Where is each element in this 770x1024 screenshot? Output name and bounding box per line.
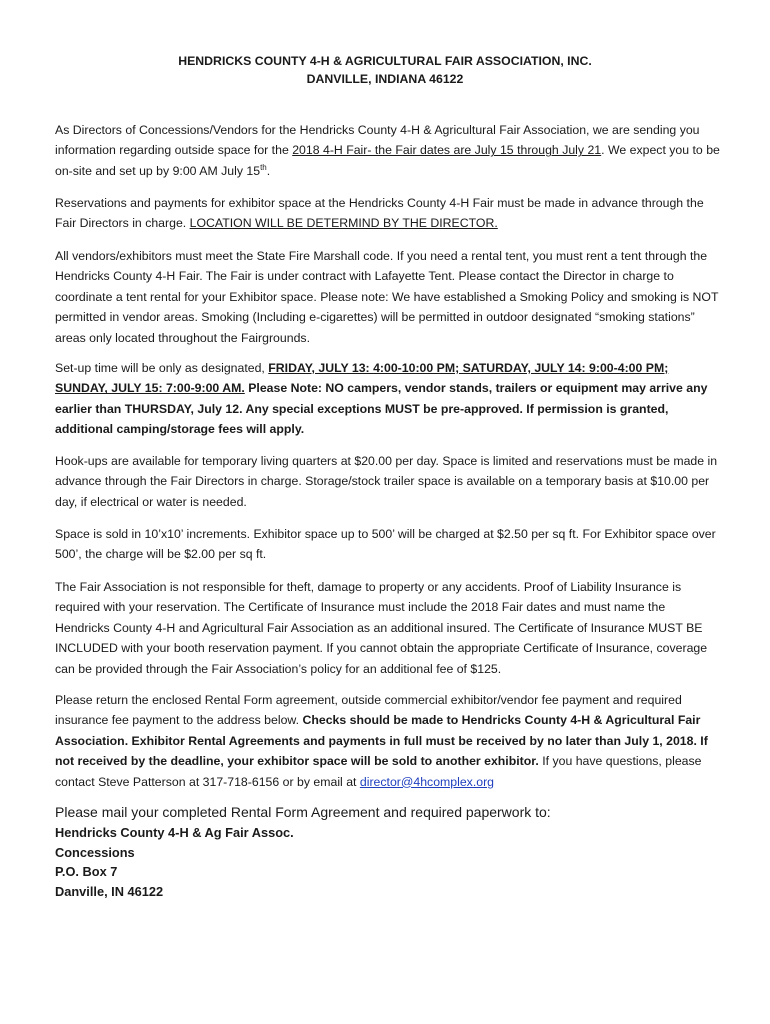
fair-dates-underlined: 2018 4-H Fair- the Fair dates are July 15 through July 21 [292, 143, 602, 158]
setup-schedule: FRIDAY, JULY 13: 4:00-10:00 PM; SATURDAY, JULY 14: 9:00-4:00 PM; SUNDAY, JULY 15: 7:00-9:00 AM. [55, 361, 669, 396]
paragraph-intro: As Directors of Concessions/Vendors for the Hendricks County 4-H & Agricultural Fair Association, we are sending you information regarding outside space for the 2018 4-H Fair- the Fair dates are July 15 through July 21. We expect you to be on-site and set up by 9:00 AM July 15th. [55, 123, 720, 178]
mail-instructions: Please mail your completed Rental Form Agreement and required paperwork to: [55, 804, 551, 820]
mailing-address [55, 823, 294, 902]
address-line: P.O. Box 7 [55, 864, 118, 880]
paragraph-fire-code: All vendors/exhibitors must meet the State Fire Marshall code. If you need a rental tent, you must rent a tent through the Hendricks County 4-H Fair. The Fair is under contract with Lafayette Tent. Please contact the Director in charge to coordinate a tent rental for your Exhibitor space. Please note: We have established a Smoking Policy and smoking is NOT permitted in vendor areas. Smoking (Including e-cigarettes) will be permitted in outdoor designated “smoking stations” areas only located throughout the Fairgrounds. [55, 249, 719, 345]
paragraph-hookups: Hook-ups are available for temporary living quarters at $20.00 per day. Space is limited and reservations must be made in advance through the Fair Directors in charge. Storage/stock trailer space is available on a temporary basis at $10.00 per day, if electrical or water is needed. [55, 454, 718, 509]
address-line: Hendricks County 4-H & Ag Fair Assoc. [55, 825, 294, 840]
paragraph-insurance: The Fair Association is not responsible for theft, damage to property or any accidents. Proof of Liability Insurance is required with your reservation. The Certificate of Insurance must include the 2018 Fair dates and must name the Hendricks County 4-H and Agricultural Fair Association as an additional insured. The Certificate of Insurance MUST BE INCLUDED with your booth reservation payment. If you cannot obtain the appropriate Certificate of Insurance, coverage can be provided through the Fair Association’s policy for an additional fee of $125. [55, 580, 708, 676]
paragraph-setup-time: Set-up time will be only as designated, FRIDAY, JULY 13: 4:00-10:00 PM; SATURDAY, JULY 14: 9:00-4:00 PM; SUNDAY, JULY 15: 7:00-9:00 AM. Please Note: NO campers, vendor stands, trailers or equipment may arrive any earlier than THURSDAY, July 12. Any special exceptions MUST be pre-approved. If permission is granted, additional camping/storage fees will apply. [55, 361, 708, 437]
address-line: Concessions [55, 844, 135, 860]
header-location: DANVILLE, INDIANA 46122 [306, 72, 464, 86]
paragraph-space-pricing: Space is sold in 10’x10’ increments. Exhibitor space up to 500’ will be charged at $2.50 per sq ft. For Exhibitor space over 500’, the charge will be $2.00 per sq ft. [55, 527, 716, 562]
setup-note: Please Note: NO campers, vendor stands, trailers or equipment may arrive any earlier than THURSDAY, July 12. Any special exceptions MUST be pre-approved. If permission is granted, additional camping/storage fees will apply. [55, 381, 708, 437]
paragraph-reservations: Reservations and payments for exhibitor space at the Hendricks County 4-H Fair must be made in advance through the Fair Directors in charge. LOCATION WILL BE DETERMIND BY THE DIRECTOR. [55, 196, 704, 231]
email-link[interactable]: director@4hcomplex.org [359, 774, 495, 789]
address-line: Danville, IN 46122 [55, 884, 164, 900]
paragraph-return-instructions: Please return the enclosed Rental Form agreement, outside commercial exhibitor/vendor fee payment and required insurance fee payment to the address below. Checks should be made to Hendricks County 4-H & Agricultural Fair Association. Exhibitor Rental Agreements and payments in full must be received by no later than July 1, 2018. If not received by the deadline, your exhibitor space will be sold to another exhibitor. If you have questions, please contact Steve Patterson at 317-718-6156 or by email at director@4hcomplex.org [55, 693, 708, 789]
payment-deadline: Checks should be made to Hendricks County 4-H & Agricultural Fair Association. Exhibitor Rental Agreements and payments in full must be received by no later than July 1, 2018. If not received by the deadline, your exhibitor space will be sold to another exhibitor. [55, 713, 708, 769]
location-notice: LOCATION WILL BE DETERMIND BY THE DIRECTOR. [189, 216, 498, 231]
header-org-name: HENDRICKS COUNTY 4-H & AGRICULTURAL FAIR ASSOCIATION, INC. [178, 54, 592, 68]
